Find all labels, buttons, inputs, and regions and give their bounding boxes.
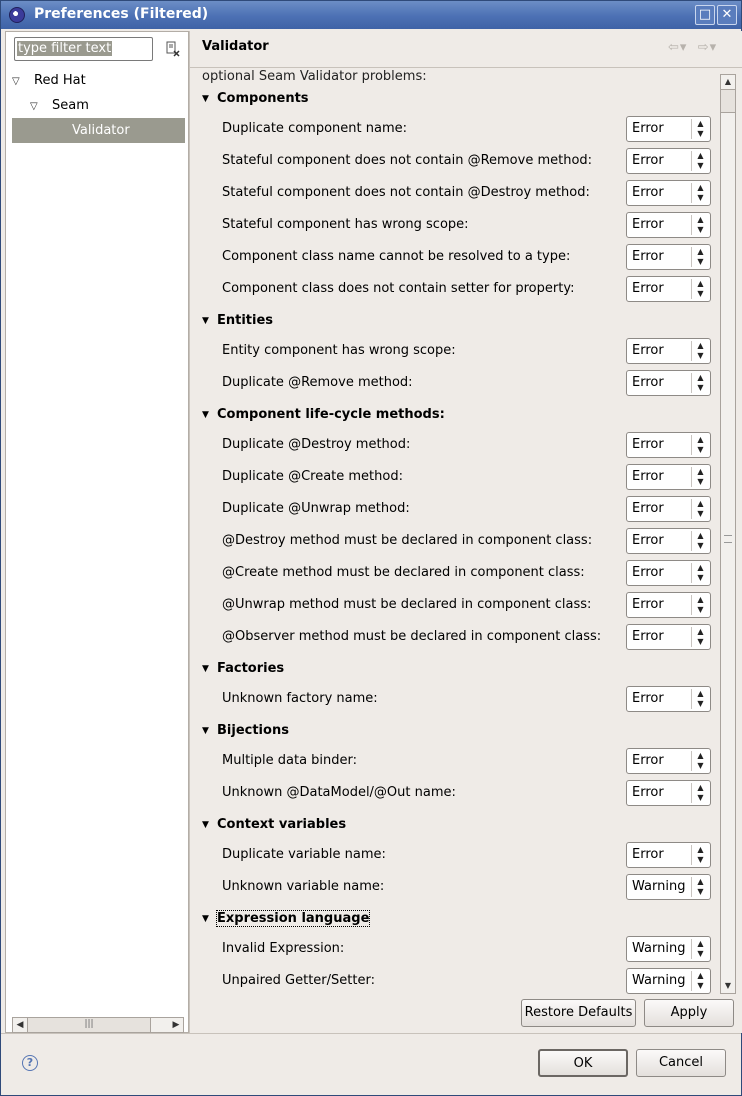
setting-label: Duplicate variable name: [222,847,386,862]
severity-value: Error [632,629,664,644]
setting-label: Invalid Expression: [222,941,345,956]
setting-label: Unknown factory name: [222,691,378,706]
setting-label: Stateful component does not contain @Destroy method: [222,185,590,200]
section-header[interactable] [202,311,273,331]
severity-combo[interactable] [626,212,711,238]
setting-label: Multiple data binder: [222,753,358,768]
section-title: Bijections [217,723,289,738]
scroll-right-icon[interactable]: ▶ [172,1020,180,1030]
divider [190,67,742,68]
severity-combo[interactable] [626,464,711,490]
intro-text: optional Seam Validator problems: [202,69,427,84]
severity-value: Error [632,185,664,200]
severity-combo[interactable] [626,874,711,900]
section-title: Context variables [217,817,347,832]
spinner-arrows-icon[interactable]: ▲ ▼ [691,215,709,235]
setting-label: Duplicate @Destroy method: [222,437,411,452]
section-header[interactable] [202,721,289,741]
setting-label: @Observer method must be declared in component class: [222,629,602,644]
section-header[interactable] [202,909,369,929]
severity-combo[interactable] [626,496,711,522]
scroll-left-icon[interactable]: ◀ [16,1020,24,1030]
severity-combo[interactable] [626,370,711,396]
collapse-triangle-icon[interactable]: ▼ [202,726,209,736]
page-title: Validator [202,39,269,54]
severity-combo[interactable] [626,624,711,650]
severity-value: Warning [632,941,686,956]
severity-value: Error [632,281,664,296]
severity-combo[interactable] [626,148,711,174]
help-icon[interactable]: ? [22,1055,38,1071]
spinner-arrows-icon[interactable]: ▲ ▼ [691,119,709,139]
content-vertical-scrollbar[interactable] [720,74,736,994]
setting-label: @Create method must be declared in component class: [222,565,585,580]
tree-item-label: Seam [52,98,89,113]
ok-button[interactable]: OK [538,1049,628,1077]
collapse-triangle-icon[interactable]: ▼ [202,316,209,326]
severity-value: Error [632,691,664,706]
tree-item[interactable] [30,93,89,118]
eclipse-icon [9,7,25,23]
severity-value: Error [632,847,664,862]
spinner-arrows-icon[interactable]: ▲ ▼ [691,627,709,647]
history-nav[interactable] [668,40,717,55]
clear-filter-icon[interactable] [165,41,181,57]
scroll-thumb[interactable] [721,89,735,113]
expand-triangle-icon[interactable]: ▽ [30,101,38,112]
severity-value: Error [632,249,664,264]
severity-value: Error [632,121,664,136]
severity-combo[interactable] [626,180,711,206]
spinner-arrows-icon[interactable]: ▲ ▼ [691,939,709,959]
validator-settings [190,69,720,1024]
section-header[interactable] [202,815,346,835]
setting-label: @Unwrap method must be declared in component class: [222,597,592,612]
severity-combo[interactable] [626,686,711,712]
severity-combo[interactable] [626,338,711,364]
setting-label: Duplicate @Create method: [222,469,403,484]
spinner-arrows-icon[interactable]: ▲ ▼ [691,151,709,171]
spinner-arrows-icon[interactable]: ▲ ▼ [691,783,709,803]
scroll-up-icon[interactable]: ▲ [724,77,732,86]
collapse-triangle-icon[interactable]: ▼ [202,914,209,924]
preference-page [189,31,742,1033]
cancel-button[interactable]: Cancel [636,1049,726,1077]
collapse-triangle-icon[interactable]: ▼ [202,410,209,420]
spinner-arrows-icon[interactable]: ▲ ▼ [691,845,709,865]
close-button[interactable]: ✕ [717,5,737,25]
severity-combo[interactable] [626,116,711,142]
severity-combo[interactable] [626,968,711,994]
collapse-triangle-icon[interactable]: ▼ [202,664,209,674]
severity-combo[interactable] [626,780,711,806]
setting-label: Component class does not contain setter for property: [222,281,575,296]
spinner-arrows-icon[interactable]: ▲ ▼ [691,435,709,455]
tree-item[interactable] [12,68,86,93]
scroll-grip-icon [724,535,732,543]
spinner-arrows-icon[interactable]: ▲ ▼ [691,499,709,519]
severity-value: Error [632,501,664,516]
section-header[interactable] [202,659,284,679]
severity-combo[interactable] [626,528,711,554]
spinner-arrows-icon[interactable]: ▲ ▼ [691,341,709,361]
setting-label: Entity component has wrong scope: [222,343,456,358]
setting-label: Unpaired Getter/Setter: [222,973,375,988]
spinner-arrows-icon[interactable]: ▲ ▼ [691,531,709,551]
setting-label: Duplicate component name: [222,121,407,136]
tree-item-label: Red Hat [34,73,86,88]
scroll-down-icon[interactable]: ▼ [724,981,732,990]
spinner-arrows-icon[interactable]: ▲ ▼ [691,247,709,267]
window-title: Preferences (Filtered) [34,6,209,22]
tree-item[interactable] [12,118,185,143]
spinner-arrows-icon[interactable]: ▲ ▼ [691,971,709,991]
collapse-triangle-icon[interactable]: ▼ [202,820,209,830]
filter-placeholder: type filter text [18,41,112,56]
spinner-arrows-icon[interactable]: ▲ ▼ [691,467,709,487]
apply-button[interactable]: Apply [644,999,734,1027]
severity-value: Warning [632,879,686,894]
severity-value: Error [632,343,664,358]
section-title: Entities [217,313,274,328]
setting-label: Unknown variable name: [222,879,385,894]
back-arrow-icon[interactable]: ⇦▾ [668,40,688,55]
severity-combo[interactable] [626,842,711,868]
tree-item-label: Validator [72,123,130,138]
setting-label: Stateful component does not contain @Remove method: [222,153,593,168]
severity-value: Error [632,785,664,800]
severity-value: Error [632,437,664,452]
severity-combo[interactable] [626,936,711,962]
section-title: Factories [217,661,285,676]
divider [1,1033,741,1034]
restore-defaults-button[interactable]: Restore Defaults [521,999,636,1027]
severity-value: Error [632,533,664,548]
section-header[interactable] [202,89,309,109]
severity-value: Error [632,375,664,390]
severity-value: Error [632,153,664,168]
spinner-arrows-icon[interactable]: ▲ ▼ [691,563,709,583]
maximize-button[interactable]: □ [695,5,715,25]
spinner-arrows-icon[interactable]: ▲ ▼ [691,183,709,203]
severity-combo[interactable] [626,276,711,302]
severity-value: Error [632,565,664,580]
severity-combo[interactable] [626,748,711,774]
setting-label: Stateful component has wrong scope: [222,217,469,232]
forward-arrow-icon[interactable]: ⇨▾ [692,40,718,55]
severity-value: Error [632,469,664,484]
scroll-thumb[interactable]: ||| [27,1018,151,1032]
severity-value: Error [632,597,664,612]
severity-combo[interactable] [626,560,711,586]
spinner-arrows-icon[interactable]: ▲ ▼ [691,751,709,771]
title-bar [1,1,741,29]
severity-value: Warning [632,973,686,988]
tree-horizontal-scrollbar[interactable] [12,1017,184,1033]
spinner-arrows-icon[interactable]: ▲ ▼ [691,877,709,897]
setting-label: Unknown @DataModel/@Out name: [222,785,456,800]
severity-combo[interactable] [626,244,711,270]
section-title: Expression language [217,911,370,926]
setting-label: Duplicate @Remove method: [222,375,413,390]
filter-input[interactable] [14,37,153,61]
section-header[interactable] [202,405,445,425]
preferences-sidebar [5,31,189,1033]
spinner-arrows-icon[interactable]: ▲ ▼ [691,279,709,299]
spinner-arrows-icon[interactable]: ▲ ▼ [691,373,709,393]
section-title: Components [217,91,309,106]
setting-label: @Destroy method must be declared in component class: [222,533,593,548]
severity-value: Error [632,217,664,232]
expand-triangle-icon[interactable]: ▽ [12,76,20,87]
spinner-arrows-icon[interactable]: ▲ ▼ [691,689,709,709]
severity-combo[interactable] [626,432,711,458]
collapse-triangle-icon[interactable]: ▼ [202,94,209,104]
spinner-arrows-icon[interactable]: ▲ ▼ [691,595,709,615]
setting-label: Duplicate @Unwrap method: [222,501,410,516]
severity-value: Error [632,753,664,768]
setting-label: Component class name cannot be resolved to a type: [222,249,571,264]
section-title: Component life-cycle methods: [217,407,445,422]
severity-combo[interactable] [626,592,711,618]
